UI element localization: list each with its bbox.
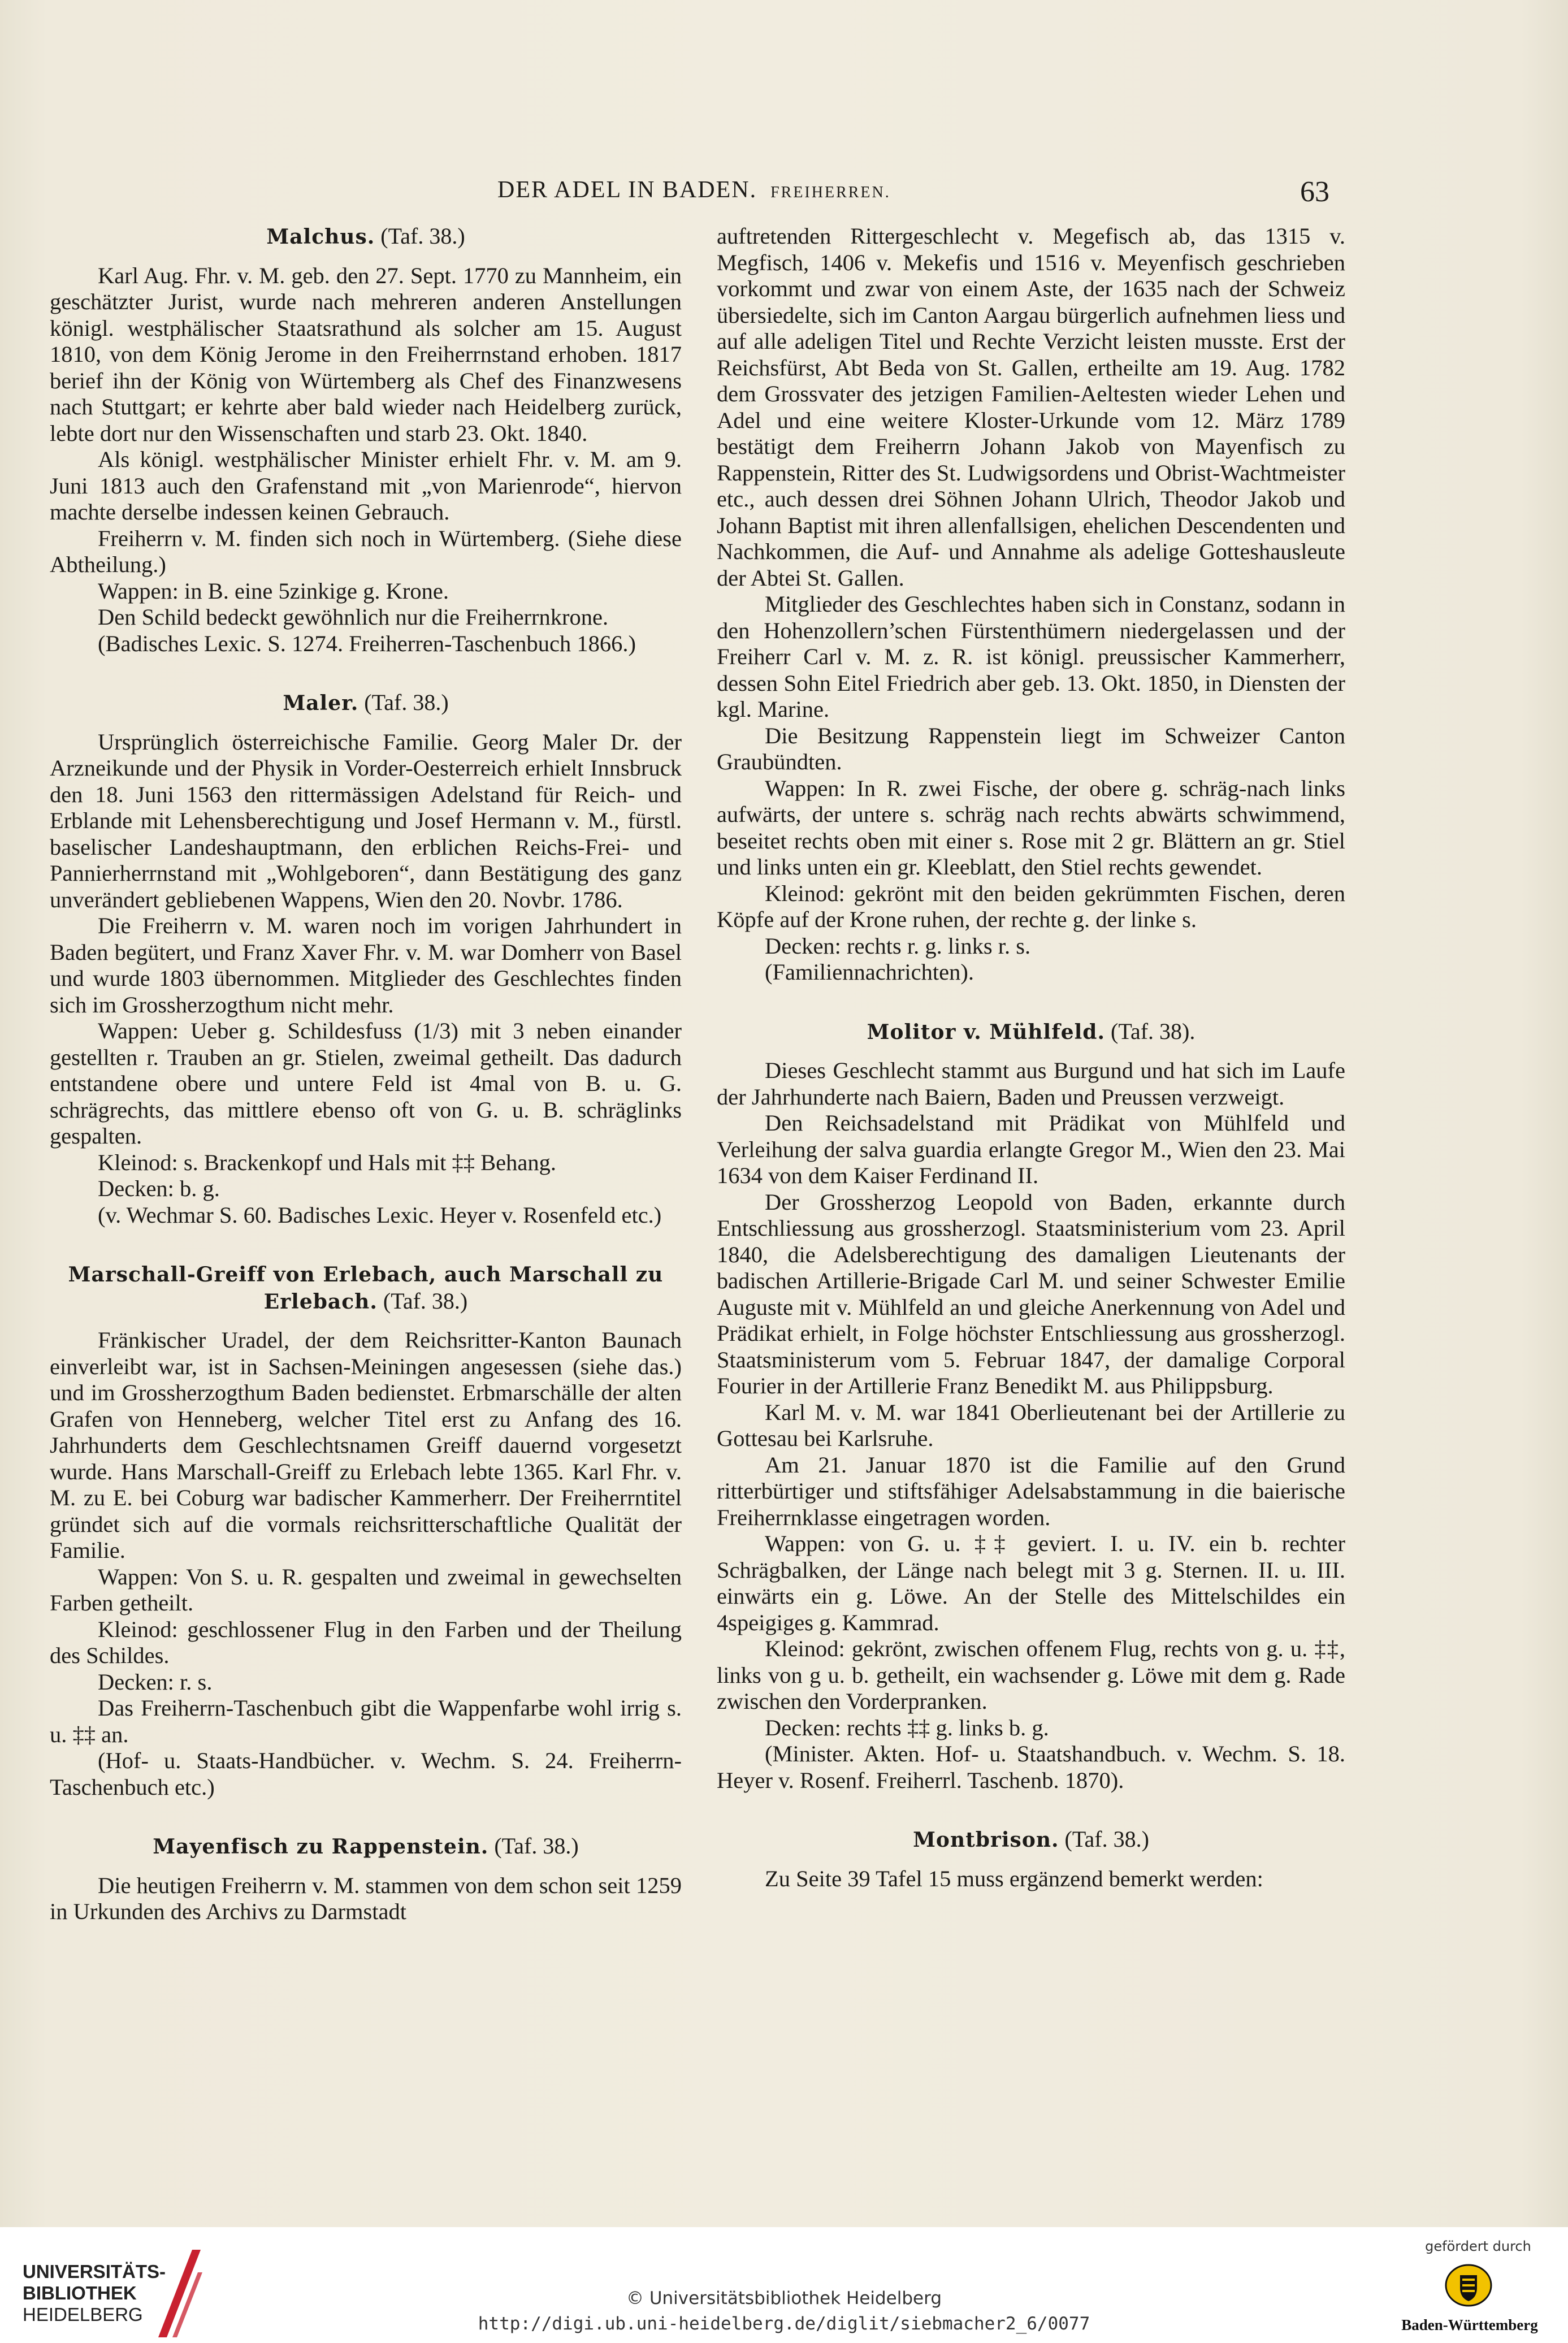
entry-malchus: [50, 223, 682, 657]
entry-marschall-greiff: [50, 1261, 682, 1800]
paragraph: Kleinod: geschlossener Flug in den Farben und der Theilung des Schildes.: [50, 1616, 682, 1668]
running-head: [497, 176, 1362, 203]
entry-plate-ref: (Taf. 38.): [380, 223, 465, 249]
paragraph: Fränkischer Uradel, der dem Reichsritter-Kanton Baunach einverleibt war, ist in Sachsen-Meiningen angesessen (siehe das.) und im Grossherzogthum Baden bedienstet. Erbmarschälle der alten Grafen von Henneberg, welcher Titel erst zu Anfang des 16. Jahrhunderts dem Geschlechtsnamen Greiff dauernd vorgesetzt wurde. Hans Marschall-Greiff zu Erlebach lebte 1365. Karl Fhr. v. M. zu E. bei Coburg war badischer Kammerherr. Der Freiherrntitel gründet sich auf die vormals reichsritterschaftliche Qualität der Familie.: [50, 1327, 682, 1563]
entry-plate-ref: (Taf. 38).: [1111, 1018, 1196, 1044]
running-subtitle: FREIHERREN.: [770, 184, 891, 201]
entry-mayenfisch: [50, 1833, 682, 1925]
paragraph: Kleinod: s. Brackenkopf und Hals mit ‡‡ Behang.: [98, 1149, 556, 1175]
paragraph: Kleinod: gekrönt, zwischen offenem Flug, rechts von g. u. ‡‡, links von g u. b. getheilt, ein wachsender g. Löwe mit dem g. Rade zwischen den Vorderpranken.: [717, 1636, 1345, 1714]
paragraph: (Familiennachrichten).: [765, 959, 974, 985]
paragraph: Decken: rechts r. g. links r. s.: [765, 933, 1031, 959]
entry-name: Molitor v. Mühlfeld.: [867, 1020, 1105, 1044]
right-column: [717, 223, 1345, 1925]
paragraph: Wappen: Ueber g. Schildesfuss (1/3) mit 3 neben einander gestellten r. Trauben an gr. Stielen, zweimal getheilt. Das dadurch entstandene obere und untere Feld ist 4mal von B. u. G. schrägrechts, das mittlere ebenso oft von G. u. B. schräglinks gespalten.: [50, 1018, 682, 1149]
entry-title: [50, 223, 682, 250]
entry-name: Mayenfisch zu Rappenstein.: [153, 1835, 489, 1859]
funded-by-label: gefördert durch: [1425, 2238, 1531, 2254]
paragraph: Am 21. Januar 1870 ist die Familie auf den Grund ritterbürtiger und stiftsfähiger Adelsabstammung in die baierische Freiherrnklasse eingetragen worden.: [717, 1452, 1345, 1530]
permalink[interactable]: http://digi.ub.uni-heidelberg.de/diglit/siebmacher2_6/0077: [478, 2314, 1090, 2334]
entry-molitor: [717, 1019, 1345, 1794]
entry-mayenfisch-continued: [717, 223, 1345, 986]
entry-maler: [50, 690, 682, 1228]
paragraph: Karl M. v. M. war 1841 Oberlieutenant bei der Artillerie zu Gottesau bei Karlsruhe.: [717, 1399, 1345, 1451]
entry-name: Marschall-Greiff von Erlebach, auch Marschall zu Erlebach.: [68, 1263, 664, 1314]
copyright-notice: © Universitätsbibliothek Heidelberg: [626, 2288, 942, 2309]
paragraph: Mitglieder des Geschlechtes haben sich in Constanz, sodann in den Hohenzollern’schen Fürstenthümern niedergelassen und der Freiherr Carl v. M. z. R. ist königl. preussischer Kammerherr, dessen Sohn Eitel Friedrich aber geb. 13. Okt. 1850, in Diensten der kgl. Marine.: [717, 591, 1345, 722]
paragraph: Zu Seite 39 Tafel 15 muss ergänzend bemerkt werden:: [765, 1865, 1263, 1891]
left-column: [50, 223, 682, 1958]
paragraph: Wappen: In R. zwei Fische, der obere g. schräg-nach links aufwärts, der untere s. schräg nach rechts abwärts schwimmend, beseitet rechts oben mit einer s. Rose mit 2 gr. Blättern an gr. Stiel und links unten ein gr. Kleeblatt, den Stiel rechts gewendet.: [717, 775, 1345, 880]
entry-plate-ref: (Taf. 38.): [1064, 1826, 1149, 1852]
paragraph: Dieses Geschlecht stammt aus Burgund und hat sich im Laufe der Jahrhunderte nach Baiern, Baden und Preussen verzweigt.: [717, 1058, 1345, 1110]
library-name-line2: BIBLIOTHEK: [23, 2283, 137, 2303]
paragraph: (Hof- u. Staats-Handbücher. v. Wechm. S. 24. Freiherrn-Taschenbuch etc.): [50, 1748, 682, 1800]
paragraph: Die Besitzung Rappenstein liegt im Schweizer Canton Graubündten.: [717, 722, 1345, 774]
entry-name: Maler.: [283, 691, 359, 715]
paragraph: Kleinod: gekrönt mit den beiden gekrümmten Fischen, deren Köpfe auf der Krone ruhen, der rechte g. der linke s.: [717, 880, 1345, 932]
paragraph: Den Schild bedeckt gewöhnlich nur die Freiherrnkrone.: [98, 604, 609, 630]
paragraph: Freiherrn v. M. finden sich noch in Würtemberg. (Siehe diese Abtheilung.): [50, 525, 682, 577]
entry-title: [50, 690, 682, 717]
paragraph: (Minister. Akten. Hof- u. Staatshandbuch. v. Wechm. S. 18. Heyer v. Rosenf. Freiherrl. Taschenb. 1870).: [717, 1741, 1345, 1793]
paragraph: Wappen: von G. u. ‡‡ geviert. I. u. IV. ein b. rechter Schrägbalken, der Länge nach belegt mit 3 g. Sternen. II. u. III. einwärts ein g. Löwe. An der Stelle des Mittelschildes ein 4speigiges g. Kammrad.: [717, 1531, 1345, 1635]
running-title: DER ADEL IN BADEN.: [497, 177, 757, 203]
paragraph: Als königl. westphälischer Minister erhielt Fhr. v. M. am 9. Juni 1813 auch den Grafenstand mit „von Marienrode“, hiervon machte derselbe indessen keinen Gebrauch.: [50, 447, 682, 525]
paragraph: Decken: rechts ‡‡ g. links b. g.: [765, 1714, 1049, 1740]
entry-montbrison: [717, 1826, 1345, 1892]
paragraph: Das Freiherrn-Taschenbuch gibt die Wappenfarbe wohl irrig s. u. ‡‡ an.: [50, 1695, 682, 1747]
entry-title: [717, 1019, 1345, 1046]
entry-plate-ref: (Taf. 38.): [494, 1833, 579, 1859]
funder-name[interactable]: Baden-Württemberg: [1401, 2316, 1538, 2333]
entry-plate-ref: (Taf. 38.): [364, 690, 449, 715]
paragraph: Wappen: in B. eine 5zinkige g. Krone.: [98, 578, 449, 604]
entry-plate-ref: (Taf. 38.): [383, 1288, 468, 1314]
paragraph: Ursprünglich österreichische Familie. Georg Maler Dr. der Arzneikunde und der Physik in Vorder-Oesterreich erhielt Innsbruck den 18. Juni 1563 den rittermässigen Adelstand für Reich- und Erblande mit Lehensberechtigung und Josef Hermann v. M., fürstl. baselischer Landeshauptmann, den erblichen Reichs-Frei- und Pannierherrnstand mit „Wohlgeboren“, dann Bestätigung des ganz unverändert gebliebenen Wappens, Wien den 20. Novbr. 1786.: [50, 729, 682, 912]
paragraph: Den Reichsadelstand mit Prädikat von Mühlfeld und Verleihung der salva guardia erlangte Gregor M., Wien den 23. Mai 1634 von dem Kaiser Ferdinand II.: [717, 1110, 1345, 1188]
entry-name: Montbrison.: [913, 1828, 1059, 1852]
paragraph: Der Grossherzog Leopold von Baden, erkannte durch Entschliessung aus grossherzogl. Staatsministerium vom 23. April 1840, die Adelsberechtigung des damaligen Lieutenants der badischen Artillerie-Brigade Carl M. und seiner Schwester Emilie Auguste mit v. Mühlfeld an und gleiche Anerkennung von Adel und Prädikat erhielt, in Folge höchster Entschliessung aus grossherzogl. Staatsministerum vom 5. Februar 1847, der damalige Corporal Fourier in der Artillerie Franz Benedikt M. aus Philippsburg.: [717, 1189, 1345, 1398]
library-name-line3: HEIDELBERG: [23, 2304, 143, 2325]
entry-title: [717, 1826, 1345, 1853]
paragraph: Die Freiherrn v. M. waren noch im vorigen Jahrhundert in Baden begütert, und Franz Xaver Fhr. v. M. war Domherr von Basel und wurde 1803 übernommen. Mitglieder des Geschlechtes finden sich im Grossherzogthum nicht mehr.: [50, 913, 682, 1017]
paragraph: (Badisches Lexic. S. 1274. Freiherren-Taschenbuch 1866.): [98, 630, 636, 656]
library-name-line1: UNIVERSITÄTS-: [23, 2261, 166, 2282]
entry-title: [50, 1261, 682, 1315]
baden-wuerttemberg-seal-icon: [1443, 2258, 1494, 2309]
entry-title: [50, 1833, 682, 1860]
paragraph: Die heutigen Freiherrn v. M. stammen von dem schon seit 1259 in Urkunden des Archivs zu Darmstadt: [50, 1872, 682, 1924]
paragraph: Decken: r. s.: [98, 1669, 213, 1695]
paragraph: Decken: b. g.: [98, 1176, 220, 1201]
paragraph: Wappen: Von S. u. R. gespalten und zweimal in gewechselten Farben getheilt.: [50, 1564, 682, 1616]
entry-name: Malchus.: [266, 225, 375, 249]
paragraph: auftretenden Rittergeschlecht v. Megefisch ab, das 1315 v. Megfisch, 1406 v. Mekefis und 1516 v. Meyenfisch geschrieben vorkommt und zwar von einem Aste, der 1635 nach der Schweiz übersiedelte, sich im Canton Aargau bürgerlich aufnehmen liess und auf alle adeligen Titel und Rechte Verzicht leisten musste. Erst der Reichsfürst, Abt Beda von St. Gallen, ertheilte am 19. Aug. 1782 dem Grossvater des jetzigen Familien-Aeltesten wieder Lehen und Adel und eine weitere Kloster-Urkunde vom 12. März 1789 bestätigt dem Freiherrn Johann Jakob von Mayenfisch zu Rappenstein, Ritter des St. Ludwigsordens und Obrist-Wachtmeister etc., auch dessen drei Söhnen Johann Ulrich, Theodor Jakob und Johann Baptist mit ihren allenfallsigen, ehelichen Descendenten und Nachkommen, die Auf- und Annahme als adelige Gotteshausleute der Abtei St. Gallen.: [717, 223, 1345, 591]
page-number: 63: [1300, 176, 1329, 208]
paragraph: (v. Wechmar S. 60. Badisches Lexic. Heyer v. Rosenfeld etc.): [98, 1202, 662, 1228]
paragraph: Karl Aug. Fhr. v. M. geb. den 27. Sept. 1770 zu Mannheim, ein geschätzter Jurist, wurde nach mehreren anderen Anstellungen königl. westphälischer Staatsrathund als solcher am 15. August 1810, von dem König Jerome in den Freiherrnstand erhoben. 1817 berief ihn der König von Würtemberg als Chef des Finanzwesens nach Stuttgart; er kehrte aber bald wieder nach Heidelberg zurück, lebte dort nur den Wissenschaften und starb 23. Okt. 1840.: [50, 262, 682, 446]
